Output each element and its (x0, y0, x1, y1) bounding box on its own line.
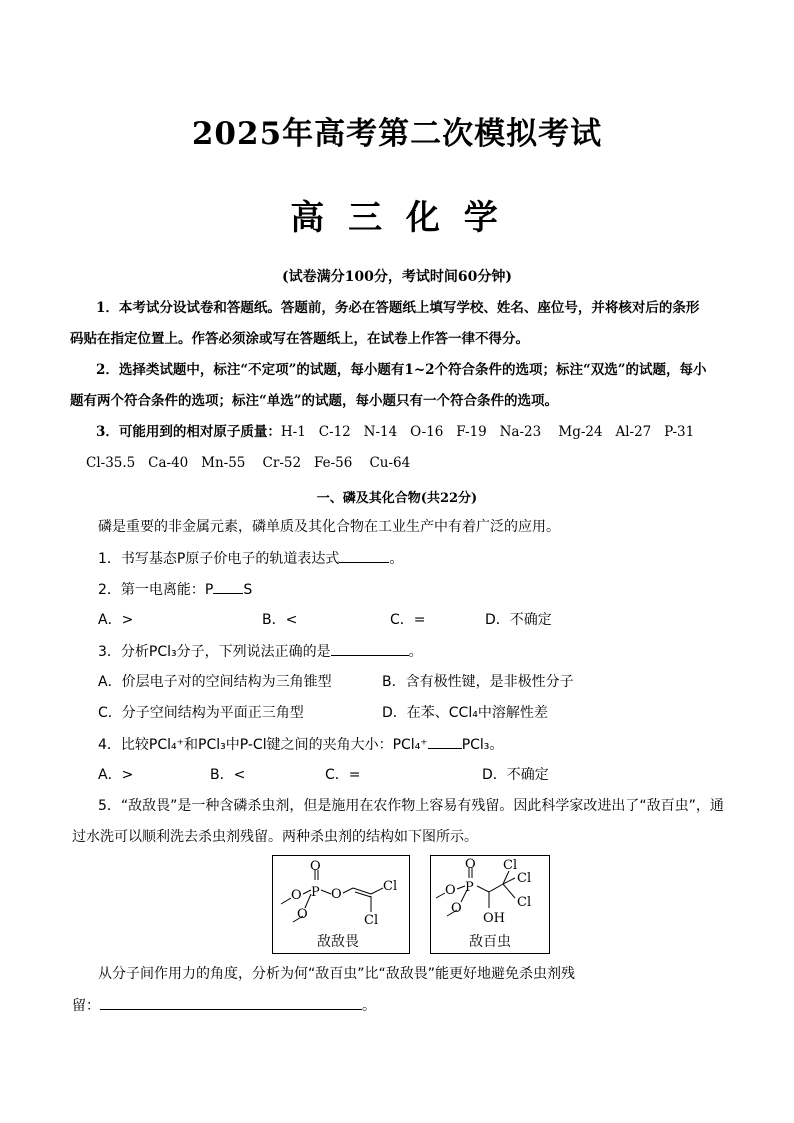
atom-o: O (331, 887, 342, 902)
exam-title: 2025年高考第二次模拟考试 (191, 116, 603, 152)
answer-blank-2[interactable] (213, 579, 243, 594)
dichlorvos-caption: 敌敌畏 (317, 934, 359, 950)
question-1-text: 1．书写基态P原子价电子的轨道表达式 (98, 551, 340, 567)
answer-blank-5[interactable] (100, 995, 362, 1010)
q3-option-a: A．价层电子对的空间结构为三角锥型 (98, 674, 332, 690)
q2-option-d: D．不确定 (485, 612, 552, 628)
answer-blank-4[interactable] (428, 734, 462, 749)
q2-option-c: C．= (390, 612, 426, 628)
question-5-line-1: 5．“敌敌畏”是一种含磷杀虫剂，但是施用在农作物上容易有残留。因此科学家改进出了“敌百虫”，通 (98, 798, 724, 814)
note-1-line-1: 1．本考试分设试卷和答题纸。答题前，务必在答题纸上填写学校、姓名、座位号，并将核对后的条形 (96, 300, 700, 316)
q4-option-c: C．= (325, 767, 361, 783)
q4-option-b: B．< (210, 767, 246, 783)
question-3-end: 。 (408, 644, 423, 660)
atom-o: O (445, 883, 456, 898)
question-2-end: S (243, 582, 253, 598)
question-4-end: PCl₃。 (461, 737, 504, 753)
q4-option-d: D．不确定 (482, 767, 549, 783)
question-4 (98, 734, 503, 755)
atom-o: O (291, 888, 302, 903)
section-title: 一、磷及其化合物(共22分) (316, 491, 478, 506)
atom-p: P (311, 885, 320, 900)
question-5-line-2: 过水洗可以顺利洗去杀虫剂残留。两种杀虫剂的结构如下图所示。 (72, 829, 478, 845)
atom-o: O (297, 907, 308, 922)
trichlorfon-caption: 敌百虫 (469, 934, 511, 950)
note-3-line-1 (96, 422, 694, 442)
q4-option-a: A．> (98, 767, 134, 783)
q3-option-b: B．含有极性键，是非极性分子 (382, 674, 574, 690)
atom-o: O (310, 859, 321, 874)
atom-cl: Cl (364, 913, 379, 928)
structure-box-dichlorvos (272, 855, 410, 954)
question-5-line-4 (72, 995, 376, 1016)
question-1 (98, 548, 403, 569)
note-3-label: 3．可能用到的相对原子质量： (96, 424, 281, 440)
question-2 (98, 579, 252, 600)
question-1-end: 。 (389, 551, 404, 567)
atom-o: O (451, 901, 462, 916)
q2-option-a: A．> (98, 612, 134, 628)
atom-cl: Cl (383, 879, 398, 894)
question-4-text: 4．比较PCl₄⁺和PCl₃中P-Cl键之间的夹角大小：PCl₄⁺ (98, 737, 428, 753)
exam-info: (试卷满分100分，考试时间60分钟) (282, 269, 512, 285)
section-intro: 磷是重要的非金属元素，磷单质及其化合物在工业生产中有着广泛的应用。 (98, 519, 560, 535)
atomic-masses-1: H-1 C-12 N-14 O-16 F-19 Na-23 Mg-24 Al-27 P-31 (280, 424, 695, 440)
answer-blank-1[interactable] (339, 548, 389, 563)
q3-option-d: D．在苯、CCl₄中溶解性差 (382, 705, 548, 721)
q2-option-b: B．< (262, 612, 298, 628)
atom-cl: Cl (517, 871, 532, 886)
question-5-line-3: 从分子间作用力的角度，分析为何“敌百虫”比“敌敌畏”能更好地避免杀虫剂残 (98, 966, 576, 982)
question-3 (98, 641, 423, 662)
question-5-end: 。 (362, 998, 376, 1014)
answer-blank-3[interactable] (331, 641, 409, 656)
atom-cl: Cl (503, 858, 518, 873)
atom-cl: Cl (517, 895, 532, 910)
atom-o: O (465, 857, 476, 872)
atom-p: P (465, 880, 474, 895)
subject-title: 高 三 化 学 (290, 198, 504, 238)
q3-option-c: C．分子空间结构为平面正三角型 (98, 705, 304, 721)
atomic-masses-2: Cl-35.5 Ca-40 Mn-55 Cr-52 Fe-56 Cu-64 (86, 455, 411, 471)
question-2-text: 2．第一电离能：P (98, 582, 214, 598)
question-5-answer-label: 留： (72, 998, 100, 1014)
question-3-text: 3．分析PCl₃分子，下列说法正确的是 (98, 644, 331, 660)
note-1-line-2: 码贴在指定位置上。作答必须涂或写在答题纸上，在试卷上作答一律不得分。 (70, 331, 529, 347)
atom-oh: OH (483, 911, 505, 926)
note-2-line-1: 2．选择类试题中，标注“不定项”的试题，每小题有1~2个符合条件的选项；标注“双选”的试题，每小 (96, 362, 707, 378)
structure-box-trichlorfon (430, 855, 550, 954)
note-2-line-2: 题有两个符合条件的选项；标注“单选”的试题，每小题只有一个符合条件的选项。 (70, 393, 559, 409)
